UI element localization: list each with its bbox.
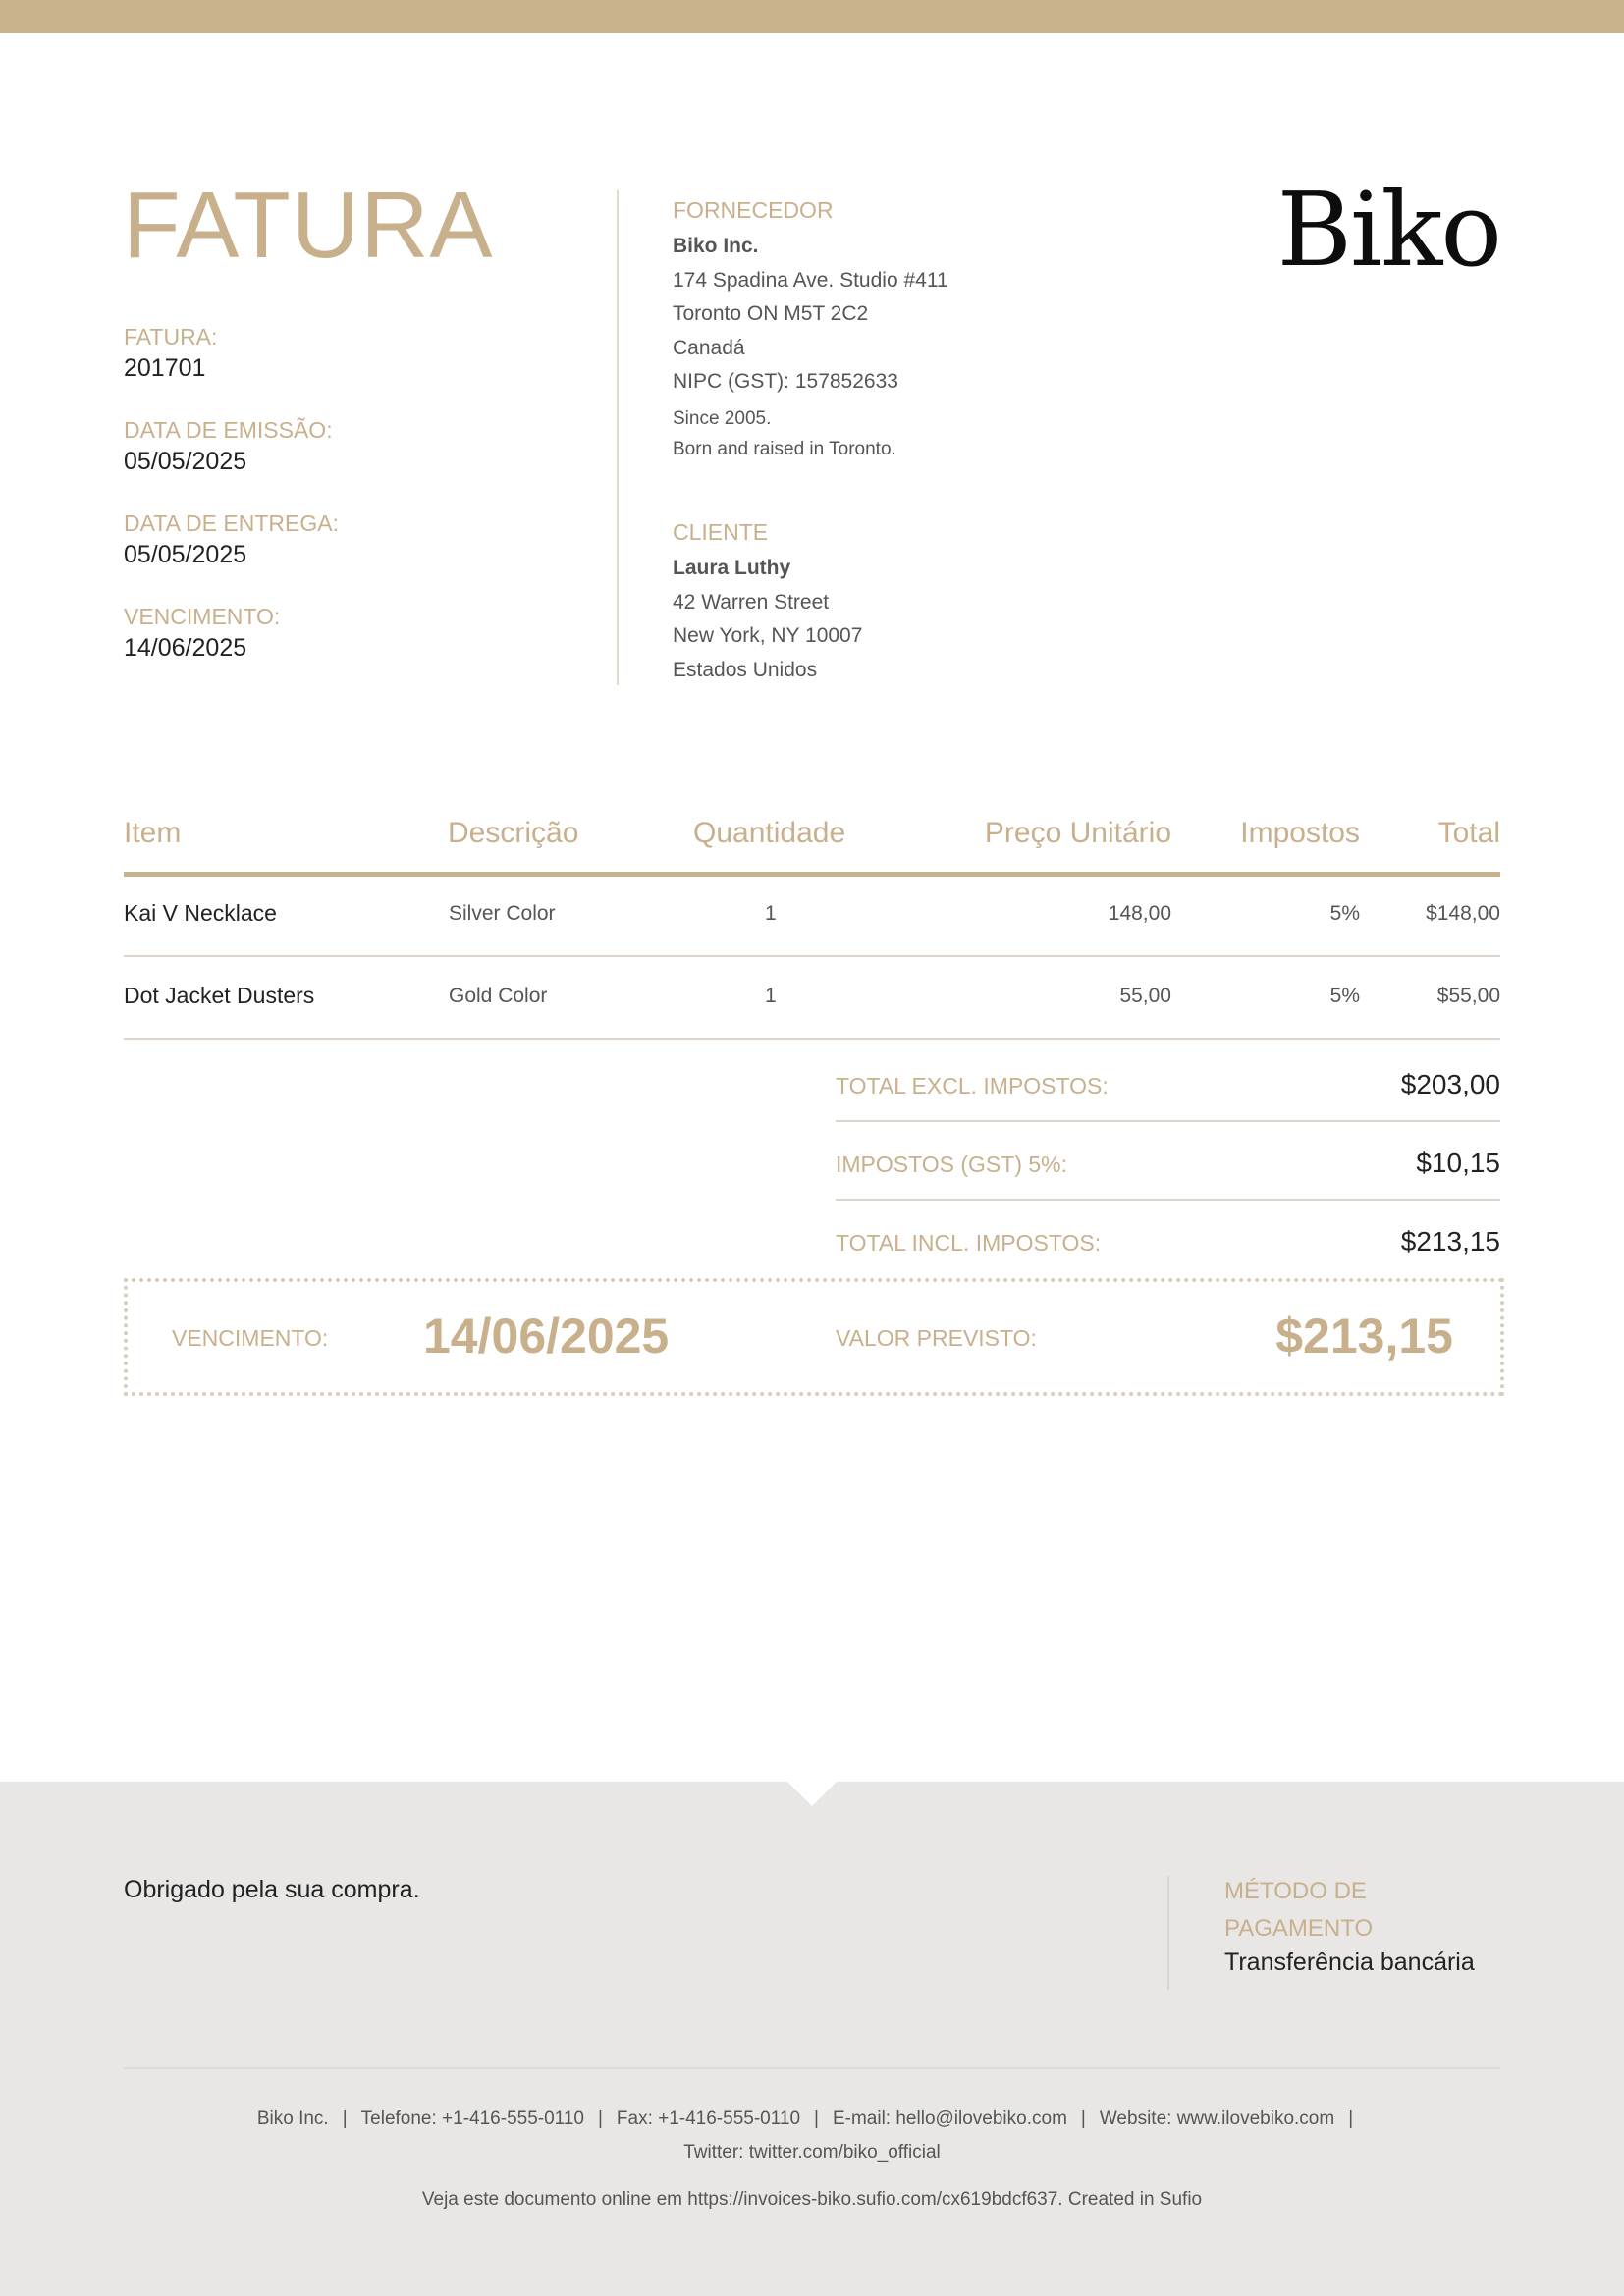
contact-website[interactable]: Website: www.ilovebiko.com — [1099, 2109, 1335, 2129]
delivery-date-block — [124, 508, 566, 571]
delivery-date-label: DATA DE ENTREGA: — [124, 510, 339, 536]
amount-due-date-label: VENCIMENTO: — [172, 1325, 329, 1351]
tax-label: IMPOSTOS (GST) 5%: — [836, 1151, 1067, 1177]
row-item: Dot Jacket Dusters — [124, 983, 315, 1008]
contact-company: Biko Inc. — [256, 2109, 329, 2129]
contact-twitter[interactable]: Twitter: twitter.com/biko_official — [683, 2142, 941, 2163]
client-country: Estados Unidos — [673, 658, 818, 681]
row-unit-price: 148,00 — [1108, 902, 1171, 925]
row-tax: 5% — [1329, 902, 1360, 925]
page-title: FATURA — [123, 173, 494, 278]
row-description: Gold Color — [449, 985, 548, 1007]
client-label: CLIENTE — [673, 519, 769, 545]
payment-method-value: Transferência bancária — [1224, 1949, 1475, 1976]
row-description: Silver Color — [449, 902, 556, 925]
supplier-name: Biko Inc. — [673, 235, 759, 257]
company-logo: Biko — [1276, 170, 1500, 290]
amount-due-value: $213,15 — [1275, 1308, 1453, 1363]
contact-email[interactable]: E-mail: hello@ilovebiko.com — [832, 2109, 1067, 2129]
amount-due-label: VALOR PREVISTO: — [836, 1325, 1037, 1351]
client-address-line2: New York, NY 10007 — [673, 624, 863, 647]
invoice-number-value: 201701 — [124, 354, 206, 382]
subtotal-row — [836, 1043, 1500, 1122]
row-item: Kai V Necklace — [124, 900, 277, 926]
due-date-block — [124, 602, 566, 665]
supplier-address-line2: Toronto ON M5T 2C2 — [673, 302, 869, 325]
tax-value: $10,15 — [1416, 1148, 1500, 1178]
grand-total-label: TOTAL INCL. IMPOSTOS: — [836, 1230, 1102, 1255]
row-quantity: 1 — [765, 902, 777, 925]
supplier-label: FORNECEDOR — [673, 197, 834, 223]
grand-total-row — [836, 1201, 1500, 1277]
amount-due-date-value: 14/06/2025 — [423, 1308, 670, 1363]
supplier-block — [673, 190, 1183, 464]
client-name: Laura Luthy — [673, 557, 791, 579]
thank-you-message: Obrigado pela sua compra. — [124, 1876, 420, 1903]
column-header-total: Total — [1437, 817, 1500, 849]
delivery-date-value: 05/05/2025 — [124, 541, 247, 568]
supplier-tax-id: NIPC (GST): 157852633 — [673, 370, 898, 393]
due-date-value: 14/06/2025 — [124, 634, 247, 662]
top-accent-bar — [0, 0, 1624, 33]
footer-notch — [786, 1781, 838, 1806]
row-tax: 5% — [1329, 985, 1360, 1007]
items-table-header — [124, 811, 1500, 877]
footer-divider — [1167, 1876, 1169, 1990]
client-block — [673, 512, 1183, 687]
contact-phone: Telefone: +1-416-555-0110 — [360, 2109, 584, 2129]
row-quantity: 1 — [765, 985, 777, 1007]
client-address-line1: 42 Warren Street — [673, 590, 830, 614]
column-header-description: Descrição — [448, 817, 579, 849]
issue-date-block — [124, 415, 566, 478]
amount-due-box — [124, 1278, 1504, 1396]
issue-date-value: 05/05/2025 — [124, 448, 247, 475]
invoice-number-block — [124, 322, 566, 385]
supplier-country: Canadá — [673, 336, 745, 359]
column-header-unit-price: Preço Unitário — [984, 817, 1171, 849]
contact-info: Biko Inc. | Telefone: +1-416-555-0110 | Fax: +1-416-555-0110 | E-mail: hello@ilovebiko.com | Website: www.ilovebiko.com | Twitter: twitter.com/biko_official — [256, 2109, 1354, 2163]
supplier-note-2: Born and raised in Toronto. — [673, 438, 896, 459]
grand-total-value: $213,15 — [1400, 1226, 1500, 1256]
tax-row — [836, 1122, 1500, 1201]
footer-rule — [124, 2067, 1500, 2069]
row-unit-price: 55,00 — [1119, 985, 1171, 1007]
subtotal-value: $203,00 — [1400, 1069, 1500, 1099]
footer — [0, 1782, 1624, 2296]
column-header-quantity: Quantidade — [693, 817, 846, 849]
table-row — [124, 957, 1500, 1040]
contact-fax: Fax: +1-416-555-0110 — [616, 2109, 801, 2129]
row-total: $148,00 — [1426, 902, 1500, 925]
row-total: $55,00 — [1436, 985, 1500, 1007]
due-date-label: VENCIMENTO: — [124, 604, 281, 629]
supplier-address-line1: 174 Spadina Ave. Studio #411 — [673, 268, 948, 292]
table-row — [124, 875, 1500, 957]
payment-method-label: MÉTODO DE PAGAMENTO — [1224, 1878, 1374, 1942]
column-header-item: Item — [124, 817, 182, 849]
header-divider — [617, 190, 619, 685]
online-document-link[interactable]: Veja este documento online em https://invoices-biko.sufio.com/cx619bdcf637. Created in Sufio — [421, 2189, 1203, 2210]
invoice-number-label: FATURA: — [124, 324, 218, 349]
supplier-note-1: Since 2005. — [673, 407, 772, 429]
column-header-tax: Impostos — [1240, 817, 1360, 849]
issue-date-label: DATA DE EMISSÃO: — [124, 417, 333, 443]
subtotal-label: TOTAL EXCL. IMPOSTOS: — [836, 1073, 1109, 1098]
